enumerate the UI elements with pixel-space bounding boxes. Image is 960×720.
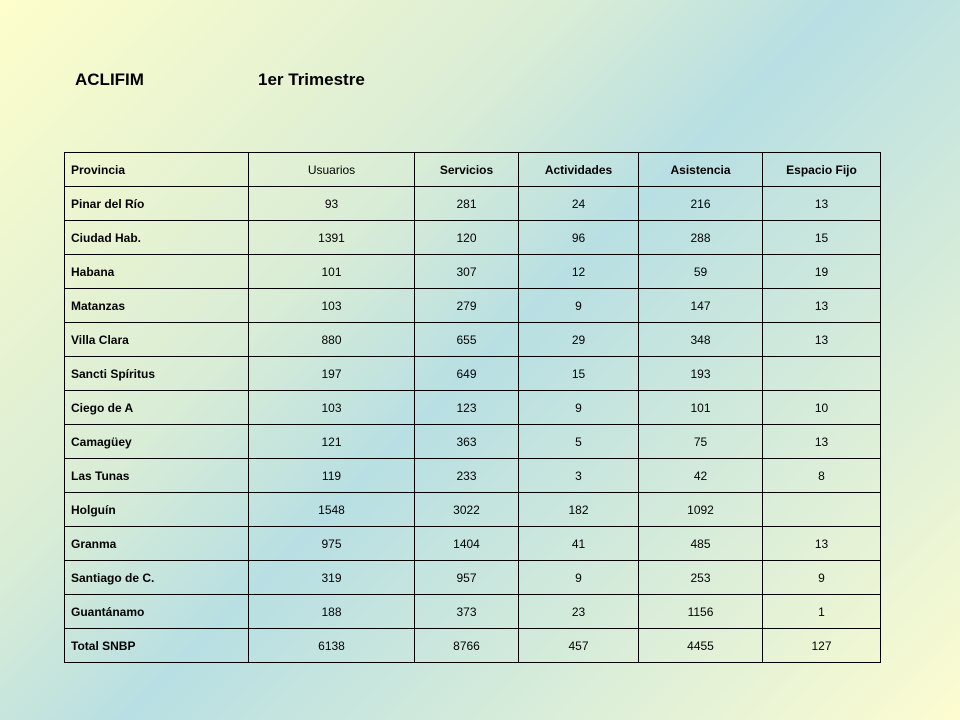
cell-servicios: 957: [415, 561, 519, 595]
cell-servicios: 279: [415, 289, 519, 323]
cell-servicios: 1404: [415, 527, 519, 561]
cell-actividades: 23: [519, 595, 639, 629]
cell-espacio-fijo: [763, 357, 881, 391]
table-header-row: [65, 153, 881, 187]
cell-usuarios: 6138: [249, 629, 415, 663]
cell-usuarios: 197: [249, 357, 415, 391]
cell-usuarios: 319: [249, 561, 415, 595]
cell-asistencia: 75: [639, 425, 763, 459]
cell-provincia: Pinar del Río: [65, 187, 249, 221]
table-row: [65, 357, 881, 391]
cell-provincia: Matanzas: [65, 289, 249, 323]
table-row: [65, 493, 881, 527]
cell-asistencia: 193: [639, 357, 763, 391]
cell-asistencia: 288: [639, 221, 763, 255]
cell-actividades: 3: [519, 459, 639, 493]
cell-asistencia: 42: [639, 459, 763, 493]
cell-servicios: 655: [415, 323, 519, 357]
cell-actividades: 9: [519, 391, 639, 425]
table-row: [65, 527, 881, 561]
cell-servicios: 233: [415, 459, 519, 493]
table-row: [65, 629, 881, 663]
cell-usuarios: 880: [249, 323, 415, 357]
cell-asistencia: 1092: [639, 493, 763, 527]
table-row: [65, 595, 881, 629]
table-row: [65, 221, 881, 255]
table-row: [65, 255, 881, 289]
cell-asistencia: 485: [639, 527, 763, 561]
column-header-usuarios: Usuarios: [249, 153, 415, 187]
cell-usuarios: 103: [249, 289, 415, 323]
cell-espacio-fijo: 1: [763, 595, 881, 629]
cell-provincia: Las Tunas: [65, 459, 249, 493]
cell-espacio-fijo: 13: [763, 425, 881, 459]
table-row: [65, 289, 881, 323]
org-title: ACLIFIM: [75, 70, 144, 89]
cell-servicios: 363: [415, 425, 519, 459]
cell-provincia: Sancti Spíritus: [65, 357, 249, 391]
cell-actividades: 24: [519, 187, 639, 221]
column-header-provincia: Provincia: [65, 153, 249, 187]
table-body: [65, 187, 881, 663]
cell-espacio-fijo: 8: [763, 459, 881, 493]
cell-espacio-fijo: 13: [763, 187, 881, 221]
cell-provincia: Guantánamo: [65, 595, 249, 629]
cell-actividades: 41: [519, 527, 639, 561]
cell-asistencia: 147: [639, 289, 763, 323]
cell-actividades: 182: [519, 493, 639, 527]
provinces-table: [64, 152, 881, 663]
period-title: 1er Trimestre: [258, 70, 365, 89]
cell-asistencia: 101: [639, 391, 763, 425]
cell-espacio-fijo: [763, 493, 881, 527]
column-header-actividades: Actividades: [519, 153, 639, 187]
cell-servicios: 3022: [415, 493, 519, 527]
cell-actividades: 9: [519, 289, 639, 323]
column-header-servicios: Servicios: [415, 153, 519, 187]
cell-usuarios: 119: [249, 459, 415, 493]
cell-provincia: Santiago de C.: [65, 561, 249, 595]
cell-asistencia: 4455: [639, 629, 763, 663]
cell-espacio-fijo: 19: [763, 255, 881, 289]
cell-provincia: Camagüey: [65, 425, 249, 459]
cell-usuarios: 93: [249, 187, 415, 221]
column-header-espacio-fijo: Espacio Fijo: [763, 153, 881, 187]
cell-provincia: Total SNBP: [65, 629, 249, 663]
table-row: [65, 425, 881, 459]
cell-espacio-fijo: 10: [763, 391, 881, 425]
table-row: [65, 323, 881, 357]
cell-servicios: 123: [415, 391, 519, 425]
cell-espacio-fijo: 127: [763, 629, 881, 663]
cell-actividades: 5: [519, 425, 639, 459]
cell-usuarios: 103: [249, 391, 415, 425]
cell-usuarios: 975: [249, 527, 415, 561]
table-row: [65, 187, 881, 221]
cell-servicios: 649: [415, 357, 519, 391]
cell-espacio-fijo: 13: [763, 289, 881, 323]
cell-provincia: Ciudad Hab.: [65, 221, 249, 255]
cell-espacio-fijo: 15: [763, 221, 881, 255]
cell-servicios: 120: [415, 221, 519, 255]
cell-usuarios: 188: [249, 595, 415, 629]
table-row: [65, 561, 881, 595]
cell-servicios: 8766: [415, 629, 519, 663]
cell-actividades: 457: [519, 629, 639, 663]
cell-asistencia: 348: [639, 323, 763, 357]
cell-asistencia: 1156: [639, 595, 763, 629]
cell-actividades: 15: [519, 357, 639, 391]
cell-provincia: Villa Clara: [65, 323, 249, 357]
cell-usuarios: 121: [249, 425, 415, 459]
cell-provincia: Granma: [65, 527, 249, 561]
cell-usuarios: 1548: [249, 493, 415, 527]
cell-provincia: Habana: [65, 255, 249, 289]
cell-usuarios: 1391: [249, 221, 415, 255]
cell-asistencia: 59: [639, 255, 763, 289]
cell-actividades: 29: [519, 323, 639, 357]
cell-servicios: 307: [415, 255, 519, 289]
cell-espacio-fijo: 13: [763, 323, 881, 357]
table-row: [65, 459, 881, 493]
cell-asistencia: 253: [639, 561, 763, 595]
cell-usuarios: 101: [249, 255, 415, 289]
column-header-asistencia: Asistencia: [639, 153, 763, 187]
cell-actividades: 96: [519, 221, 639, 255]
cell-servicios: 373: [415, 595, 519, 629]
cell-espacio-fijo: 13: [763, 527, 881, 561]
table-row: [65, 391, 881, 425]
cell-actividades: 12: [519, 255, 639, 289]
cell-provincia: Holguín: [65, 493, 249, 527]
cell-espacio-fijo: 9: [763, 561, 881, 595]
cell-servicios: 281: [415, 187, 519, 221]
cell-provincia: Ciego de A: [65, 391, 249, 425]
cell-actividades: 9: [519, 561, 639, 595]
cell-asistencia: 216: [639, 187, 763, 221]
